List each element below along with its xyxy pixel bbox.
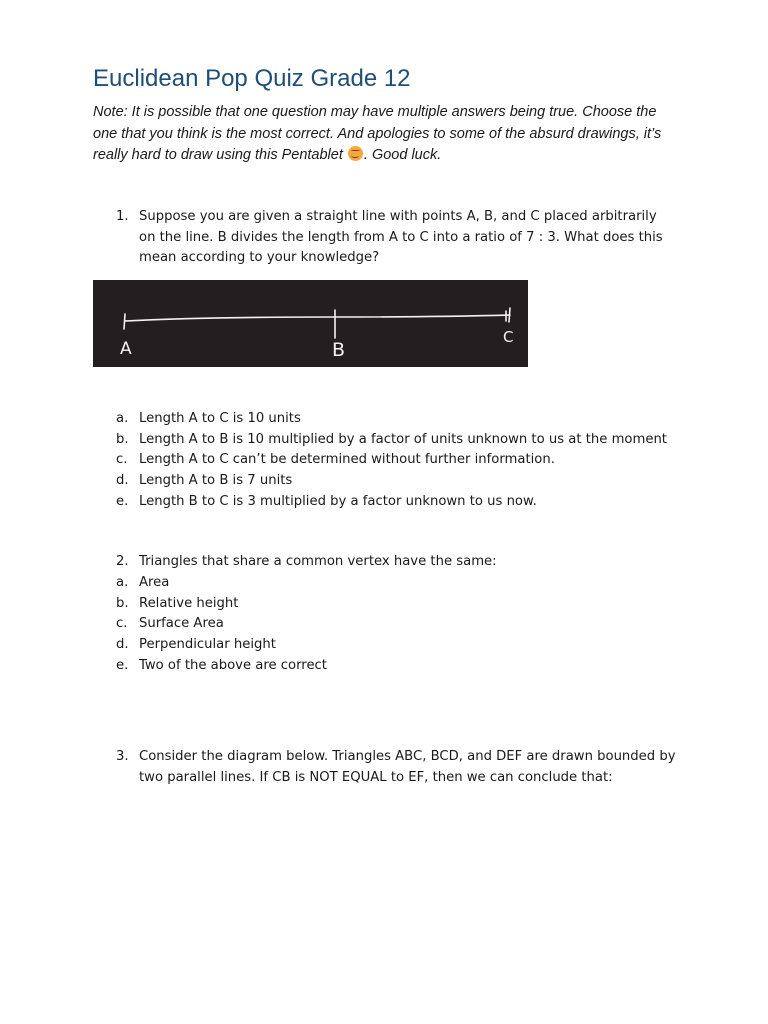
option-d[interactable] xyxy=(116,471,676,492)
option-c[interactable] xyxy=(116,450,676,471)
option-letter: e. xyxy=(116,493,129,509)
option-text: Length A to C is 10 units xyxy=(139,411,301,426)
option-a[interactable] xyxy=(116,409,676,430)
option-c[interactable] xyxy=(116,614,676,635)
option-e[interactable] xyxy=(116,656,676,677)
question-1 xyxy=(116,207,676,269)
option-text: Length A to B is 7 units xyxy=(139,473,293,489)
option-text: Relative height xyxy=(139,595,239,611)
option-text: Length B to C is 3 multiplied by a factor unknown to us now. xyxy=(139,493,537,509)
option-letter: b. xyxy=(116,431,129,447)
question-text: Triangles that share a common vertex have the same: xyxy=(139,554,497,569)
question-text: Suppose you are given a straight line with points A, B, and C placed arbitrarily on the line. B divides the length from A to C into a ratio of 7 : 3. What does this mean according to your knowledge? xyxy=(139,209,663,266)
question-number: 2. xyxy=(116,554,129,569)
question-2-options xyxy=(116,573,676,676)
line-segment-sketch xyxy=(93,280,528,367)
line-segment-abc xyxy=(125,315,510,321)
option-letter: e. xyxy=(116,657,129,673)
option-e[interactable] xyxy=(116,492,676,513)
option-letter: a. xyxy=(116,411,129,426)
tick-a xyxy=(124,314,125,329)
question-number: 1. xyxy=(116,209,129,224)
option-text: Length A to C can’t be determined without further information. xyxy=(139,452,555,468)
option-letter: c. xyxy=(116,452,128,468)
question-number: 3. xyxy=(116,749,129,764)
line-segment-drawing xyxy=(93,280,528,367)
option-d[interactable] xyxy=(116,635,676,656)
option-text: Area xyxy=(139,575,170,590)
point-label-c: C xyxy=(503,328,514,346)
question-3 xyxy=(116,747,676,788)
option-b[interactable] xyxy=(116,430,676,451)
question-2 xyxy=(116,552,676,573)
point-label-b: B xyxy=(332,339,346,361)
option-letter: b. xyxy=(116,595,129,611)
option-a[interactable] xyxy=(116,573,676,594)
question-1-options xyxy=(116,409,676,512)
point-label-a: A xyxy=(120,339,132,359)
note-text: Note: It is possible that one question may have multiple answers being true. Choose the one that you think is the most correct. And apologies to some of the absurd drawings, it’s really hard to draw using this Pentablet xyxy=(93,104,662,163)
note-paragraph xyxy=(93,102,683,167)
option-text: Surface Area xyxy=(139,616,224,632)
option-text: Length A to B is 10 multiplied by a factor of units unknown to us at the moment xyxy=(139,431,667,447)
page-title: Euclidean Pop Quiz Grade 12 xyxy=(93,65,411,92)
note-text-end: . Good luck. xyxy=(363,147,442,163)
option-b[interactable] xyxy=(116,594,676,615)
question-text: Consider the diagram below. Triangles ABC, BCD, and DEF are drawn bounded by two parallel lines. If CB is NOT EQUAL to EF, then we can conclude that: xyxy=(139,749,676,785)
smiling-face-icon xyxy=(348,146,363,161)
option-text: Two of the above are correct xyxy=(139,657,327,673)
option-text: Perpendicular height xyxy=(139,637,276,653)
option-letter: a. xyxy=(116,575,129,590)
option-letter: d. xyxy=(116,473,129,489)
tick-c xyxy=(509,308,510,322)
option-letter: c. xyxy=(116,616,128,632)
option-letter: d. xyxy=(116,637,129,653)
